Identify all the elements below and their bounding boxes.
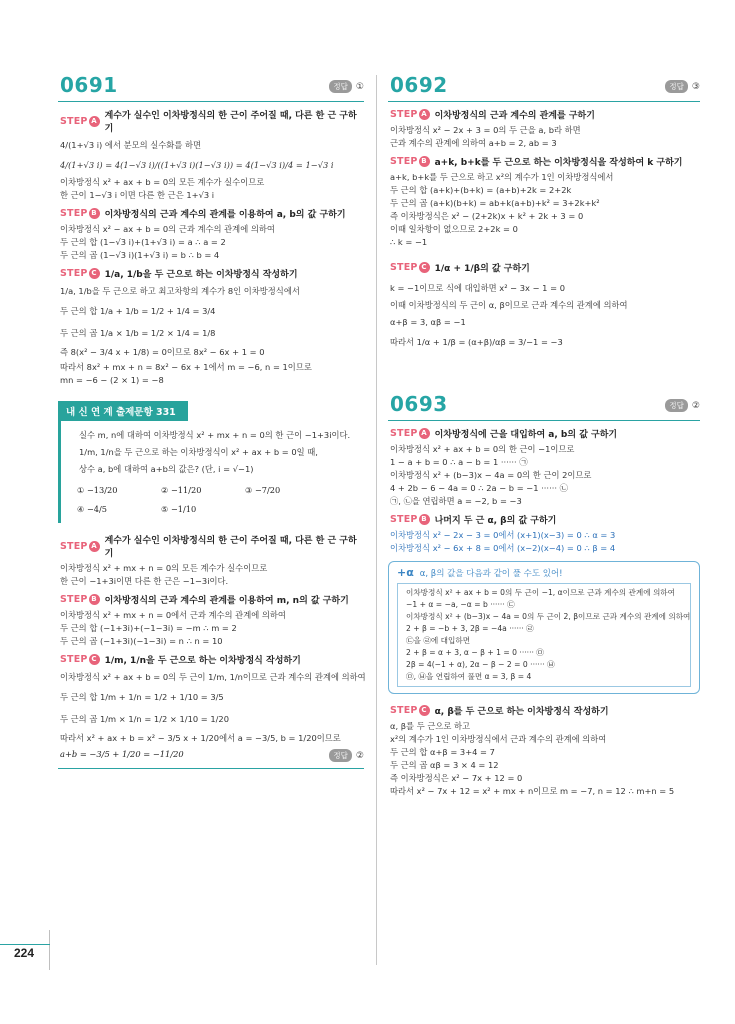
answer-choices bbox=[77, 481, 360, 519]
step-c-heading bbox=[390, 704, 700, 717]
solution-line: 1 − a + b = 0 ∴ a − b = 1 ······ ㉠ bbox=[390, 457, 528, 467]
gutter-rule bbox=[49, 930, 50, 970]
solution-line: 1/a, 1/b을 두 근으로 하고 최고차항의 계수가 8인 이차방정식에서 bbox=[60, 286, 300, 296]
step-tag: STEP A bbox=[60, 116, 100, 127]
solution-line: 4/(1+√3 i) = 4(1−√3 i)/((1+√3 i)(1−√3 i)) = 4(1−√3 i)/4 = 1−√3 i bbox=[60, 160, 334, 170]
solution-line: 두 근의 합 (a+k)+(b+k) = (a+b)+2k = 2+2k bbox=[390, 185, 572, 195]
solution-line: 이차방정식 x² + mx + n = 0에서 근과 계수의 관계에 의하여 bbox=[60, 610, 286, 620]
step-b-heading bbox=[390, 155, 700, 168]
problem-number: 0691 bbox=[60, 73, 118, 97]
solution-line: 즉 이차방정식은 x² − 7x + 12 = 0 bbox=[390, 773, 523, 783]
solution-line: 이차방정식 x² − 2x − 3 = 0에서 (x+1)(x−3) = 0 ∴ α = 3 bbox=[390, 530, 616, 540]
solution-line: 두 근의 곱 (1−√3 i)(1+√3 i) = b ∴ b = 4 bbox=[60, 250, 220, 260]
final-answer-row bbox=[58, 747, 364, 769]
related-problem-box bbox=[58, 401, 364, 523]
step-title: 이차방정식의 근과 계수의 관계를 구하기 bbox=[434, 111, 595, 121]
solution-line: α+β = 3, αβ = −1 bbox=[390, 317, 466, 327]
answer-choice: ① bbox=[355, 81, 364, 92]
problem-number: 0692 bbox=[390, 73, 448, 97]
solution-line: 두 근의 합 1/m + 1/n = 1/2 + 1/10 = 3/5 bbox=[60, 692, 224, 702]
solution-line: mn = −6 − (2 × 1) = −8 bbox=[60, 375, 164, 385]
step-tag: STEP B bbox=[60, 208, 100, 219]
choice-2[interactable]: ② −11/20 bbox=[161, 485, 202, 495]
step-tag: STEP C bbox=[390, 705, 430, 716]
plus-alpha-icon: +α bbox=[397, 566, 414, 579]
step-title: α, β를 두 근으로 하는 이차방정식 작성하기 bbox=[434, 707, 609, 717]
solution-line: 따라서 x² + ax + b = x² − 3/5 x + 1/20에서 a = −3/5, b = 1/20이므로 bbox=[60, 733, 341, 743]
step-tag: STEP B bbox=[60, 594, 100, 605]
solution-line: 두 근의 합 (−1+3i)+(−1−3i) = −m ∴ m = 2 bbox=[60, 623, 237, 633]
problem-number: 0693 bbox=[390, 392, 448, 416]
right-column bbox=[388, 72, 700, 798]
question-line: 상수 a, b에 대하여 a+b의 값은? (단, i = √−1) bbox=[79, 464, 254, 474]
solution-line: a+k, b+k를 두 근으로 하고 x²의 계수가 1인 이차방정식에서 bbox=[390, 172, 614, 182]
related-problem-header: 내 신 연 계 출제문항 331 bbox=[58, 401, 188, 421]
step-b-heading bbox=[390, 513, 700, 526]
question-line: 1/m, 1/n을 두 근으로 하는 이차방정식이 x² + ax + b = 0일 때, bbox=[79, 447, 318, 457]
problem-header-0691 bbox=[58, 72, 364, 102]
page-number-rule bbox=[0, 944, 50, 945]
tip-line: −1 + α = −a, −α = b ······ ㉢ bbox=[406, 600, 515, 609]
solution-line: 이차방정식 x² + ax + b = 0의 모든 계수가 실수이므로 bbox=[60, 177, 265, 187]
tip-line: 이차방정식 x² + ax + b = 0의 두 근이 −1, α이므로 근과 계수의 관계에 의하여 bbox=[406, 588, 675, 597]
solution-line: 즉 이차방정식은 x² − (2+2k)x + k² + 2k + 3 = 0 bbox=[390, 211, 584, 221]
solution-line: k = −1이므로 식에 대입하면 x² − 3x − 1 = 0 bbox=[390, 283, 565, 293]
solution-line: 이차방정식 x² + ax + b = 0의 두 근이 1/m, 1/n이므로 근과 계수의 관계에 의하여 bbox=[60, 672, 366, 682]
step-a-heading bbox=[390, 427, 700, 440]
step-a-heading bbox=[390, 108, 700, 121]
solution-line: 두 근의 곱 (a+k)(b+k) = ab+k(a+b)+k² = 3+2k+k² bbox=[390, 198, 600, 208]
solution-line: 두 근의 곱 1/m × 1/n = 1/2 × 1/10 = 1/20 bbox=[60, 714, 229, 724]
solution-line: 이차방정식 x² + (b−3)x − 4a = 0의 한 근이 2이므로 bbox=[390, 470, 592, 480]
page-number: 224 bbox=[14, 946, 35, 960]
tip-header bbox=[397, 566, 691, 579]
solution-line: 한 근이 −1+3i이면 다른 한 근은 −1−3i이다. bbox=[60, 576, 229, 586]
step-b-heading bbox=[60, 207, 364, 220]
solution-line: ㉠, ㉡을 연립하면 a = −2, b = −3 bbox=[390, 496, 522, 506]
solution-line: 이차방정식 x² + mx + n = 0의 모든 계수가 실수이므로 bbox=[60, 563, 268, 573]
solution-line: 이차방정식 x² − 2x + 3 = 0의 두 근을 a, b라 하면 bbox=[390, 125, 581, 135]
step-title: 1/m, 1/n을 두 근으로 하는 이차방정식 작성하기 bbox=[104, 656, 301, 666]
step-tag: STEP A bbox=[60, 541, 100, 552]
column-divider bbox=[376, 75, 377, 965]
step-tag: STEP B bbox=[390, 514, 430, 525]
step-b-heading bbox=[60, 593, 364, 606]
solution-line: 이차방정식 x² − ax + b = 0의 근과 계수의 관계에 의하여 bbox=[60, 224, 275, 234]
solution-line: 따라서 x² − 7x + 12 = x² + mx + n이므로 m = −7, n = 12 ∴ m+n = 5 bbox=[390, 786, 675, 796]
solution-line: 이때 이차방정식의 두 근이 α, β이므로 근과 계수의 관계에 의하여 bbox=[390, 300, 628, 310]
tip-line: ㉤, ㉥을 연립하여 풀면 α = 3, β = 4 bbox=[406, 672, 532, 681]
left-column bbox=[58, 72, 364, 769]
solution-line: 이차방정식 x² − 6x + 8 = 0에서 (x−2)(x−4) = 0 ∴ β = 4 bbox=[390, 543, 616, 553]
step-tag: STEP A bbox=[390, 428, 430, 439]
answer-choice: ③ bbox=[691, 81, 700, 92]
step-title: 계수가 실수인 이차방정식의 한 근이 주어질 때, 다른 한 근 구하기 bbox=[104, 536, 357, 559]
problem-header-0693 bbox=[388, 391, 700, 421]
tip-body bbox=[397, 583, 691, 687]
solution-line: 두 근의 곱 αβ = 3 × 4 = 12 bbox=[390, 760, 499, 770]
solution-line: a+b = −3/5 + 1/20 = −11/20 bbox=[60, 749, 184, 759]
tip-line: 2β = 4(−1 + α), 2α − β − 2 = 0 ······ ㉥ bbox=[406, 660, 555, 669]
step-a-heading bbox=[60, 108, 364, 134]
solution-line: 한 근이 1−√3 i 이면 다른 한 근은 1+√3 i bbox=[60, 190, 215, 200]
step-title: 이차방정식의 근과 계수의 관계를 이용하여 m, n의 값 구하기 bbox=[104, 596, 349, 606]
answer-choice: ② bbox=[355, 750, 364, 761]
tip-line: 2 + β = α + 3, α − β + 1 = 0 ······ ㉤ bbox=[406, 648, 544, 657]
answer-label: 정답 bbox=[329, 80, 352, 93]
solution-line: 두 근의 곱 1/a × 1/b = 1/2 × 1/4 = 1/8 bbox=[60, 328, 216, 338]
answer-badge bbox=[329, 749, 364, 762]
choice-3[interactable]: ③ −7/20 bbox=[245, 485, 281, 495]
step-title: 계수가 실수인 이차방정식의 한 근이 주어질 때, 다른 한 근 구하기 bbox=[104, 111, 357, 134]
answer-label: 정답 bbox=[665, 80, 688, 93]
step-tag: STEP C bbox=[60, 268, 100, 279]
tip-line: 이차방정식 x² + (b−3)x − 4a = 0의 두 근이 2, β이므로 근과 계수의 관계에 의하여 bbox=[406, 612, 691, 621]
step-tag: STEP B bbox=[390, 156, 430, 167]
solution-line: 두 근의 합 1/a + 1/b = 1/2 + 1/4 = 3/4 bbox=[60, 306, 216, 316]
answer-label: 정답 bbox=[665, 399, 688, 412]
step-c-heading bbox=[60, 267, 364, 280]
answer-badge bbox=[665, 399, 700, 412]
solution-line: 이차방정식 x² + ax + b = 0의 한 근이 −1이므로 bbox=[390, 444, 575, 454]
solution-line: 근과 계수의 관계에 의하여 a+b = 2, ab = 3 bbox=[390, 138, 557, 148]
solution-line: 두 근의 합 (1−√3 i)+(1+√3 i) = a ∴ a = 2 bbox=[60, 237, 226, 247]
step-c-heading bbox=[390, 261, 700, 274]
answer-choice: ② bbox=[691, 400, 700, 411]
step-a-heading bbox=[60, 533, 364, 559]
choice-5[interactable]: ⑤ −1/10 bbox=[161, 504, 197, 514]
solution-line: ∴ k = −1 bbox=[390, 237, 428, 247]
step-title: a+k, b+k를 두 근으로 하는 이차방정식을 작성하여 k 구하기 bbox=[434, 158, 683, 168]
tip-line: ㉢을 ㉣에 대입하면 bbox=[406, 636, 471, 645]
step-title: 1/α + 1/β의 값 구하기 bbox=[434, 264, 530, 274]
solution-line: 이때 일차항이 없으므로 2+2k = 0 bbox=[390, 224, 518, 234]
answer-label: 정답 bbox=[329, 749, 352, 762]
solution-line: 즉 8(x² − 3/4 x + 1/8) = 0이므로 8x² − 6x + 1 = 0 bbox=[60, 347, 265, 357]
solution-line: 4 + 2b − 6 − 4a = 0 ∴ 2a − b = −1 ······ ㉡ bbox=[390, 483, 568, 493]
step-title: 이차방정식의 근과 계수의 관계를 이용하여 a, b의 값 구하기 bbox=[104, 210, 346, 220]
step-tag: STEP A bbox=[390, 109, 430, 120]
choice-1[interactable]: ① −13/20 bbox=[77, 485, 118, 495]
tip-line: 2 + β = −b + 3, 2β = −4a ······ ㉣ bbox=[406, 624, 534, 633]
solution-line: 두 근의 합 α+β = 3+4 = 7 bbox=[390, 747, 495, 757]
solution-line: α, β를 두 근으로 하고 bbox=[390, 721, 471, 731]
tip-box bbox=[388, 561, 700, 694]
answer-badge bbox=[665, 80, 700, 93]
choice-4[interactable]: ④ −4/5 bbox=[77, 504, 107, 514]
answer-badge bbox=[329, 80, 364, 93]
solution-line: 두 근의 곱 (−1+3i)(−1−3i) = n ∴ n = 10 bbox=[60, 636, 223, 646]
solution-line: x²의 계수가 1인 이차방정식에서 근과 계수의 관계에 의하여 bbox=[390, 734, 607, 744]
step-tag: STEP C bbox=[60, 654, 100, 665]
step-title: 나머지 두 근 α, β의 값 구하기 bbox=[434, 516, 557, 526]
solution-line: 4/(1+√3 i) 에서 분모의 실수화를 하면 bbox=[60, 140, 201, 150]
step-tag: STEP C bbox=[390, 262, 430, 273]
tip-title: α, β의 값을 다음과 같이 풀 수도 있어! bbox=[419, 568, 563, 579]
solution-line: 따라서 1/α + 1/β = (α+β)/αβ = 3/−1 = −3 bbox=[390, 337, 563, 347]
problem-header-0692 bbox=[388, 72, 700, 102]
step-title: 1/a, 1/b을 두 근으로 하는 이차방정식 작성하기 bbox=[104, 270, 298, 280]
step-title: 이차방정식에 근을 대입하여 a, b의 값 구하기 bbox=[434, 430, 618, 440]
solution-line: 따라서 8x² + mx + n = 8x² − 6x + 1에서 m = −6, n = 1이므로 bbox=[60, 362, 312, 372]
question-line: 실수 m, n에 대하여 이차방정식 x² + mx + n = 0의 한 근이 −1+3i이다. bbox=[79, 430, 351, 440]
related-problem-body bbox=[58, 421, 364, 523]
step-c-heading bbox=[60, 653, 364, 666]
